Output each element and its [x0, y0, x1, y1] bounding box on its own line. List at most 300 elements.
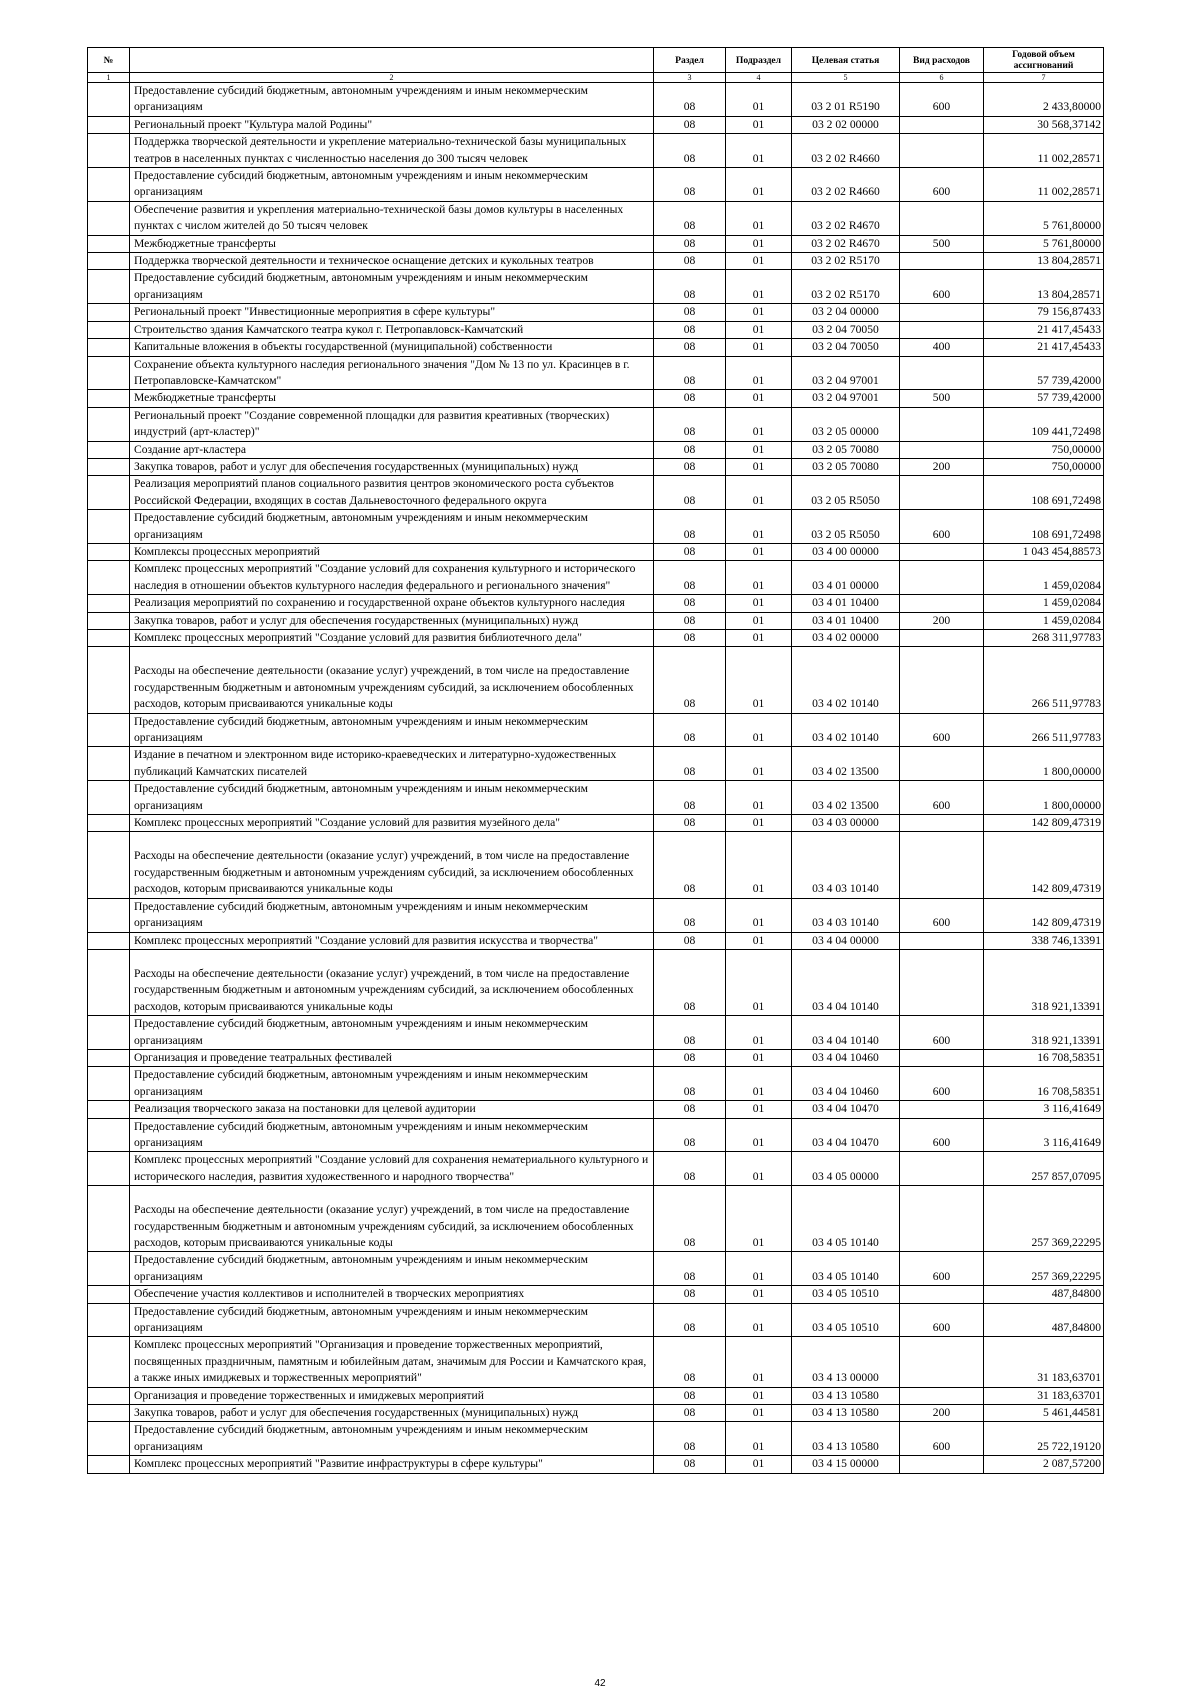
row-amount-cell: 2 433,80000: [984, 83, 1104, 117]
row-expense-type-cell: 600: [900, 1067, 984, 1101]
row-section-cell: 08: [654, 815, 726, 832]
row-amount-cell: 750,00000: [984, 441, 1104, 458]
row-subsection-cell: 01: [726, 747, 792, 781]
row-amount-cell: 108 691,72498: [984, 476, 1104, 510]
row-amount-cell: 11 002,28571: [984, 168, 1104, 202]
table-row: [88, 543, 1104, 560]
row-target-article-cell: 03 4 00 00000: [792, 543, 900, 560]
row-amount-cell: 21 417,45433: [984, 321, 1104, 338]
row-target-article-cell: 03 2 02 R4670: [792, 235, 900, 252]
row-section-cell: 08: [654, 1049, 726, 1066]
row-target-article-cell: 03 2 02 00000: [792, 116, 900, 133]
row-target-article-cell: 03 4 04 10140: [792, 949, 900, 1015]
row-amount-cell: 5 761,80000: [984, 235, 1104, 252]
row-subsection-cell: 01: [726, 932, 792, 949]
row-section-cell: 08: [654, 116, 726, 133]
row-expense-type-cell: [900, 1286, 984, 1303]
row-expense-type-cell: [900, 747, 984, 781]
row-section-cell: 08: [654, 630, 726, 647]
row-name-cell: Предоставление субсидий бюджетным, автономным учреждениям и иным некоммерческим организациям: [130, 1067, 654, 1101]
row-subsection-cell: 01: [726, 630, 792, 647]
row-target-article-cell: 03 4 02 13500: [792, 781, 900, 815]
row-amount-cell: 142 809,47319: [984, 815, 1104, 832]
row-name-cell: Организация и проведение торжественных и имиджевых мероприятий: [130, 1387, 654, 1404]
row-number-cell: [88, 612, 130, 629]
row-subsection-cell: 01: [726, 390, 792, 407]
row-section-cell: 08: [654, 1067, 726, 1101]
row-expense-type-cell: 600: [900, 781, 984, 815]
row-section-cell: 08: [654, 1118, 726, 1152]
table-row: [88, 1152, 1104, 1186]
row-subsection-cell: 01: [726, 134, 792, 168]
table-row: [88, 1405, 1104, 1422]
row-section-cell: 08: [654, 1252, 726, 1286]
row-amount-cell: 487,84800: [984, 1286, 1104, 1303]
row-number-cell: [88, 476, 130, 510]
row-amount-cell: 11 002,28571: [984, 134, 1104, 168]
row-expense-type-cell: 500: [900, 235, 984, 252]
row-subsection-cell: 01: [726, 476, 792, 510]
row-subsection-cell: 01: [726, 949, 792, 1015]
row-target-article-cell: 03 2 05 70080: [792, 458, 900, 475]
row-subsection-cell: 01: [726, 407, 792, 441]
row-expense-type-cell: [900, 543, 984, 560]
table-row: [88, 1101, 1104, 1118]
table-row: [88, 116, 1104, 133]
row-target-article-cell: 03 4 04 10470: [792, 1118, 900, 1152]
row-amount-cell: 109 441,72498: [984, 407, 1104, 441]
row-subsection-cell: 01: [726, 543, 792, 560]
row-target-article-cell: 03 4 13 00000: [792, 1337, 900, 1387]
row-number-cell: [88, 1118, 130, 1152]
row-section-cell: 08: [654, 1405, 726, 1422]
row-expense-type-cell: 200: [900, 1405, 984, 1422]
row-number-cell: [88, 932, 130, 949]
row-target-article-cell: 03 4 04 10140: [792, 1016, 900, 1050]
table-row: [88, 235, 1104, 252]
row-section-cell: 08: [654, 510, 726, 544]
table-row: [88, 1067, 1104, 1101]
table-row: [88, 1118, 1104, 1152]
row-subsection-cell: 01: [726, 1387, 792, 1404]
row-target-article-cell: 03 2 04 97001: [792, 390, 900, 407]
row-name-cell: Комплекс процессных мероприятий "Создание условий для сохранения нематериального культурного и исторического наследия, развития художественного и народного творчества": [130, 1152, 654, 1186]
row-expense-type-cell: [900, 356, 984, 390]
table-row: [88, 304, 1104, 321]
row-expense-type-cell: [900, 304, 984, 321]
row-subsection-cell: 01: [726, 1152, 792, 1186]
row-name-cell: Расходы на обеспечение деятельности (оказание услуг) учреждений, в том числе на предоставление государственным бюджетным и автономным учреждениям субсидий, за исключением обособленных расходов, которым присваиваются уникальные коды: [130, 832, 654, 898]
row-section-cell: 08: [654, 270, 726, 304]
row-target-article-cell: 03 4 05 10510: [792, 1286, 900, 1303]
table-row: [88, 949, 1104, 1015]
row-amount-cell: 3 116,41649: [984, 1118, 1104, 1152]
row-expense-type-cell: [900, 116, 984, 133]
row-target-article-cell: 03 4 05 10140: [792, 1252, 900, 1286]
row-subsection-cell: 01: [726, 304, 792, 321]
row-name-cell: Межбюджетные трансферты: [130, 235, 654, 252]
row-target-article-cell: 03 4 04 10460: [792, 1049, 900, 1066]
row-section-cell: 08: [654, 1303, 726, 1337]
row-section-cell: 08: [654, 253, 726, 270]
row-expense-type-cell: [900, 932, 984, 949]
row-expense-type-cell: [900, 561, 984, 595]
row-name-cell: Региональный проект "Создание современной площадки для развития креативных (творческих) индустрий (арт-кластер)": [130, 407, 654, 441]
table-row: [88, 1387, 1104, 1404]
row-subsection-cell: 01: [726, 612, 792, 629]
table-row: [88, 1422, 1104, 1456]
row-section-cell: 08: [654, 339, 726, 356]
row-number-cell: [88, 647, 130, 713]
table-row: [88, 134, 1104, 168]
table-row: [88, 1456, 1104, 1473]
row-number-cell: [88, 253, 130, 270]
row-expense-type-cell: 600: [900, 510, 984, 544]
table-row: [88, 781, 1104, 815]
row-amount-cell: 338 746,13391: [984, 932, 1104, 949]
table-row: [88, 458, 1104, 475]
row-target-article-cell: 03 2 04 70050: [792, 321, 900, 338]
table-row: [88, 612, 1104, 629]
row-name-cell: Комплекс процессных мероприятий "Создание условий для сохранения культурного и исторического наследия в отношении объектов культурного наследия федерального и регионального значения": [130, 561, 654, 595]
header-section: Раздел: [654, 48, 726, 73]
row-number-cell: [88, 1286, 130, 1303]
row-amount-cell: 13 804,28571: [984, 270, 1104, 304]
row-amount-cell: 1 800,00000: [984, 747, 1104, 781]
row-number-cell: [88, 83, 130, 117]
row-section-cell: 08: [654, 1101, 726, 1118]
row-subsection-cell: 01: [726, 1252, 792, 1286]
row-expense-type-cell: [900, 407, 984, 441]
row-name-cell: Предоставление субсидий бюджетным, автономным учреждениям и иным некоммерческим организациям: [130, 270, 654, 304]
row-amount-cell: 13 804,28571: [984, 253, 1104, 270]
row-name-cell: Обеспечение участия коллективов и исполнителей в творческих мероприятиях: [130, 1286, 654, 1303]
row-subsection-cell: 01: [726, 595, 792, 612]
row-amount-cell: 142 809,47319: [984, 832, 1104, 898]
table-row: [88, 270, 1104, 304]
row-expense-type-cell: 600: [900, 1118, 984, 1152]
row-number-cell: [88, 458, 130, 475]
row-amount-cell: 2 087,57200: [984, 1456, 1104, 1473]
row-target-article-cell: 03 2 04 97001: [792, 356, 900, 390]
table-row: [88, 390, 1104, 407]
row-subsection-cell: 01: [726, 1067, 792, 1101]
column-number: 5: [792, 73, 900, 83]
table-row: [88, 815, 1104, 832]
row-section-cell: 08: [654, 134, 726, 168]
row-name-cell: Комплекс процессных мероприятий "Организация и проведение торжественных мероприятий, посвященных праздничным, памятным и юбилейным датам, значимым для России и Камчатского края, а также иных имиджевых и торжественных мероприятий": [130, 1337, 654, 1387]
table-row: [88, 168, 1104, 202]
row-expense-type-cell: [900, 949, 984, 1015]
row-name-cell: Закупка товаров, работ и услуг для обеспечения государственных (муниципальных) нужд: [130, 1405, 654, 1422]
row-target-article-cell: 03 4 02 10140: [792, 647, 900, 713]
row-amount-cell: 257 857,07095: [984, 1152, 1104, 1186]
table-row: [88, 713, 1104, 747]
row-subsection-cell: 01: [726, 339, 792, 356]
column-number: 2: [130, 73, 654, 83]
row-target-article-cell: 03 4 04 00000: [792, 932, 900, 949]
row-expense-type-cell: [900, 1186, 984, 1252]
row-amount-cell: 5 761,80000: [984, 201, 1104, 235]
row-subsection-cell: 01: [726, 321, 792, 338]
row-subsection-cell: 01: [726, 83, 792, 117]
row-subsection-cell: 01: [726, 1337, 792, 1387]
row-target-article-cell: 03 4 04 10460: [792, 1067, 900, 1101]
row-expense-type-cell: 200: [900, 458, 984, 475]
row-expense-type-cell: [900, 134, 984, 168]
row-name-cell: Региональный проект "Культура малой Родины": [130, 116, 654, 133]
table-row: [88, 339, 1104, 356]
column-number-row: [88, 73, 1104, 83]
row-name-cell: Предоставление субсидий бюджетным, автономным учреждениям и иным некоммерческим организациям: [130, 83, 654, 117]
row-expense-type-cell: [900, 201, 984, 235]
row-name-cell: Реализация мероприятий планов социального развития центров экономического роста субъектов Российской Федерации, входящих в состав Дальневосточного федерального округа: [130, 476, 654, 510]
row-amount-cell: 3 116,41649: [984, 1101, 1104, 1118]
row-amount-cell: 318 921,13391: [984, 1016, 1104, 1050]
row-expense-type-cell: [900, 815, 984, 832]
row-amount-cell: 1 043 454,88573: [984, 543, 1104, 560]
row-subsection-cell: 01: [726, 116, 792, 133]
row-number-cell: [88, 168, 130, 202]
row-name-cell: Предоставление субсидий бюджетным, автономным учреждениям и иным некоммерческим организациям: [130, 1118, 654, 1152]
row-target-article-cell: 03 2 01 R5190: [792, 83, 900, 117]
column-number: 7: [984, 73, 1104, 83]
row-subsection-cell: 01: [726, 458, 792, 475]
row-name-cell: Предоставление субсидий бюджетным, автономным учреждениям и иным некоммерческим организациям: [130, 1422, 654, 1456]
row-expense-type-cell: [900, 476, 984, 510]
row-expense-type-cell: [900, 1049, 984, 1066]
row-expense-type-cell: 500: [900, 390, 984, 407]
row-section-cell: 08: [654, 321, 726, 338]
row-expense-type-cell: 600: [900, 898, 984, 932]
row-number-cell: [88, 949, 130, 1015]
row-number-cell: [88, 781, 130, 815]
row-expense-type-cell: 600: [900, 1303, 984, 1337]
row-target-article-cell: 03 2 05 70080: [792, 441, 900, 458]
row-name-cell: Создание арт-кластера: [130, 441, 654, 458]
row-number-cell: [88, 270, 130, 304]
row-expense-type-cell: 600: [900, 270, 984, 304]
row-target-article-cell: 03 4 15 00000: [792, 1456, 900, 1473]
row-number-cell: [88, 116, 130, 133]
row-subsection-cell: 01: [726, 561, 792, 595]
row-amount-cell: 268 311,97783: [984, 630, 1104, 647]
row-amount-cell: 142 809,47319: [984, 898, 1104, 932]
row-expense-type-cell: [900, 630, 984, 647]
row-number-cell: [88, 595, 130, 612]
row-amount-cell: 257 369,22295: [984, 1252, 1104, 1286]
row-section-cell: 08: [654, 407, 726, 441]
row-subsection-cell: 01: [726, 1456, 792, 1473]
row-section-cell: 08: [654, 458, 726, 475]
row-target-article-cell: 03 4 02 13500: [792, 747, 900, 781]
table-row: [88, 1303, 1104, 1337]
row-subsection-cell: 01: [726, 1016, 792, 1050]
row-target-article-cell: 03 2 02 R4660: [792, 168, 900, 202]
header-row: [88, 48, 1104, 73]
table-row: [88, 356, 1104, 390]
row-subsection-cell: 01: [726, 1286, 792, 1303]
row-name-cell: Предоставление субсидий бюджетным, автономным учреждениям и иным некоммерческим организациям: [130, 1303, 654, 1337]
row-number-cell: [88, 321, 130, 338]
row-section-cell: 08: [654, 1456, 726, 1473]
row-section-cell: 08: [654, 356, 726, 390]
row-amount-cell: 16 708,58351: [984, 1049, 1104, 1066]
row-section-cell: 08: [654, 441, 726, 458]
row-section-cell: 08: [654, 647, 726, 713]
row-subsection-cell: 01: [726, 647, 792, 713]
row-expense-type-cell: [900, 595, 984, 612]
row-expense-type-cell: [900, 1101, 984, 1118]
row-section-cell: 08: [654, 932, 726, 949]
row-target-article-cell: 03 4 03 10140: [792, 832, 900, 898]
row-target-article-cell: 03 4 13 10580: [792, 1405, 900, 1422]
row-number-cell: [88, 339, 130, 356]
row-name-cell: Расходы на обеспечение деятельности (оказание услуг) учреждений, в том числе на предоставление государственным бюджетным и автономным учреждениям субсидий, за исключением обособленных расходов, которым присваиваются уникальные коды: [130, 949, 654, 1015]
row-target-article-cell: 03 4 13 10580: [792, 1422, 900, 1456]
row-number-cell: [88, 1186, 130, 1252]
row-name-cell: Предоставление субсидий бюджетным, автономным учреждениям и иным некоммерческим организациям: [130, 781, 654, 815]
row-target-article-cell: 03 2 05 00000: [792, 407, 900, 441]
table-row: [88, 1049, 1104, 1066]
row-number-cell: [88, 1252, 130, 1286]
row-expense-type-cell: 600: [900, 1252, 984, 1286]
row-amount-cell: 16 708,58351: [984, 1067, 1104, 1101]
table-row: [88, 630, 1104, 647]
row-number-cell: [88, 1101, 130, 1118]
row-number-cell: [88, 1152, 130, 1186]
row-number-cell: [88, 1422, 130, 1456]
row-subsection-cell: 01: [726, 781, 792, 815]
row-subsection-cell: 01: [726, 1186, 792, 1252]
row-target-article-cell: 03 2 04 70050: [792, 339, 900, 356]
table-row: [88, 510, 1104, 544]
row-target-article-cell: 03 4 05 00000: [792, 1152, 900, 1186]
row-subsection-cell: 01: [726, 510, 792, 544]
table-row: [88, 83, 1104, 117]
table-row: [88, 321, 1104, 338]
table-row: [88, 647, 1104, 713]
row-target-article-cell: 03 2 02 R5170: [792, 270, 900, 304]
row-section-cell: 08: [654, 1152, 726, 1186]
row-amount-cell: 318 921,13391: [984, 949, 1104, 1015]
table-row: [88, 898, 1104, 932]
row-name-cell: Комплекс процессных мероприятий "Развитие инфраструктуры в сфере культуры": [130, 1456, 654, 1473]
row-number-cell: [88, 1067, 130, 1101]
row-section-cell: 08: [654, 1422, 726, 1456]
row-section-cell: 08: [654, 1387, 726, 1404]
row-name-cell: Межбюджетные трансферты: [130, 390, 654, 407]
row-subsection-cell: 01: [726, 815, 792, 832]
table-row: [88, 407, 1104, 441]
row-expense-type-cell: 600: [900, 713, 984, 747]
row-expense-type-cell: [900, 832, 984, 898]
row-subsection-cell: 01: [726, 253, 792, 270]
row-number-cell: [88, 1016, 130, 1050]
row-subsection-cell: 01: [726, 1101, 792, 1118]
table-row: [88, 441, 1104, 458]
row-section-cell: 08: [654, 390, 726, 407]
row-section-cell: 08: [654, 612, 726, 629]
row-name-cell: Расходы на обеспечение деятельности (оказание услуг) учреждений, в том числе на предоставление государственным бюджетным и автономным учреждениям субсидий, за исключением обособленных расходов, которым присваиваются уникальные коды: [130, 1186, 654, 1252]
table-row: [88, 253, 1104, 270]
row-amount-cell: 1 459,02084: [984, 612, 1104, 629]
header-number: №: [88, 48, 130, 73]
row-expense-type-cell: 200: [900, 612, 984, 629]
row-name-cell: Реализация творческого заказа на постановки для целевой аудитории: [130, 1101, 654, 1118]
table-row: [88, 201, 1104, 235]
row-number-cell: [88, 832, 130, 898]
row-amount-cell: 750,00000: [984, 458, 1104, 475]
row-number-cell: [88, 235, 130, 252]
table-row: [88, 1286, 1104, 1303]
row-expense-type-cell: [900, 1456, 984, 1473]
row-amount-cell: 21 417,45433: [984, 339, 1104, 356]
row-number-cell: [88, 543, 130, 560]
row-amount-cell: 5 461,44581: [984, 1405, 1104, 1422]
column-number: 1: [88, 73, 130, 83]
row-number-cell: [88, 630, 130, 647]
row-number-cell: [88, 510, 130, 544]
row-section-cell: 08: [654, 1337, 726, 1387]
row-section-cell: 08: [654, 747, 726, 781]
row-expense-type-cell: 400: [900, 339, 984, 356]
row-subsection-cell: 01: [726, 1049, 792, 1066]
row-target-article-cell: 03 2 02 R4660: [792, 134, 900, 168]
row-name-cell: Строительство здания Камчатского театра кукол г. Петропавловск-Камчатский: [130, 321, 654, 338]
row-section-cell: 08: [654, 713, 726, 747]
table-row: [88, 832, 1104, 898]
row-target-article-cell: 03 4 13 10580: [792, 1387, 900, 1404]
row-amount-cell: 57 739,42000: [984, 390, 1104, 407]
row-amount-cell: 31 183,63701: [984, 1387, 1104, 1404]
row-number-cell: [88, 1049, 130, 1066]
row-name-cell: Реализация мероприятий по сохранению и государственной охране объектов культурного наследия: [130, 595, 654, 612]
row-subsection-cell: 01: [726, 270, 792, 304]
row-number-cell: [88, 134, 130, 168]
row-number-cell: [88, 390, 130, 407]
row-number-cell: [88, 304, 130, 321]
row-number-cell: [88, 407, 130, 441]
row-target-article-cell: 03 2 02 R5170: [792, 253, 900, 270]
row-section-cell: 08: [654, 949, 726, 1015]
row-section-cell: 08: [654, 543, 726, 560]
row-number-cell: [88, 1337, 130, 1387]
row-section-cell: 08: [654, 83, 726, 117]
row-subsection-cell: 01: [726, 235, 792, 252]
table-row: [88, 1016, 1104, 1050]
row-subsection-cell: 01: [726, 201, 792, 235]
row-amount-cell: 487,84800: [984, 1303, 1104, 1337]
row-amount-cell: 31 183,63701: [984, 1337, 1104, 1387]
row-section-cell: 08: [654, 561, 726, 595]
row-expense-type-cell: 600: [900, 1422, 984, 1456]
row-expense-type-cell: [900, 647, 984, 713]
row-subsection-cell: 01: [726, 1405, 792, 1422]
row-section-cell: 08: [654, 476, 726, 510]
row-target-article-cell: 03 4 05 10510: [792, 1303, 900, 1337]
row-name-cell: Предоставление субсидий бюджетным, автономным учреждениям и иным некоммерческим организациям: [130, 1252, 654, 1286]
row-amount-cell: 1 459,02084: [984, 595, 1104, 612]
row-section-cell: 08: [654, 201, 726, 235]
row-amount-cell: 108 691,72498: [984, 510, 1104, 544]
table-body: [88, 83, 1104, 1474]
table-row: [88, 561, 1104, 595]
row-number-cell: [88, 1303, 130, 1337]
row-name-cell: Комплекс процессных мероприятий "Создание условий для развития искусства и творчества": [130, 932, 654, 949]
header-subsection: Подраздел: [726, 48, 792, 73]
row-expense-type-cell: 600: [900, 1016, 984, 1050]
